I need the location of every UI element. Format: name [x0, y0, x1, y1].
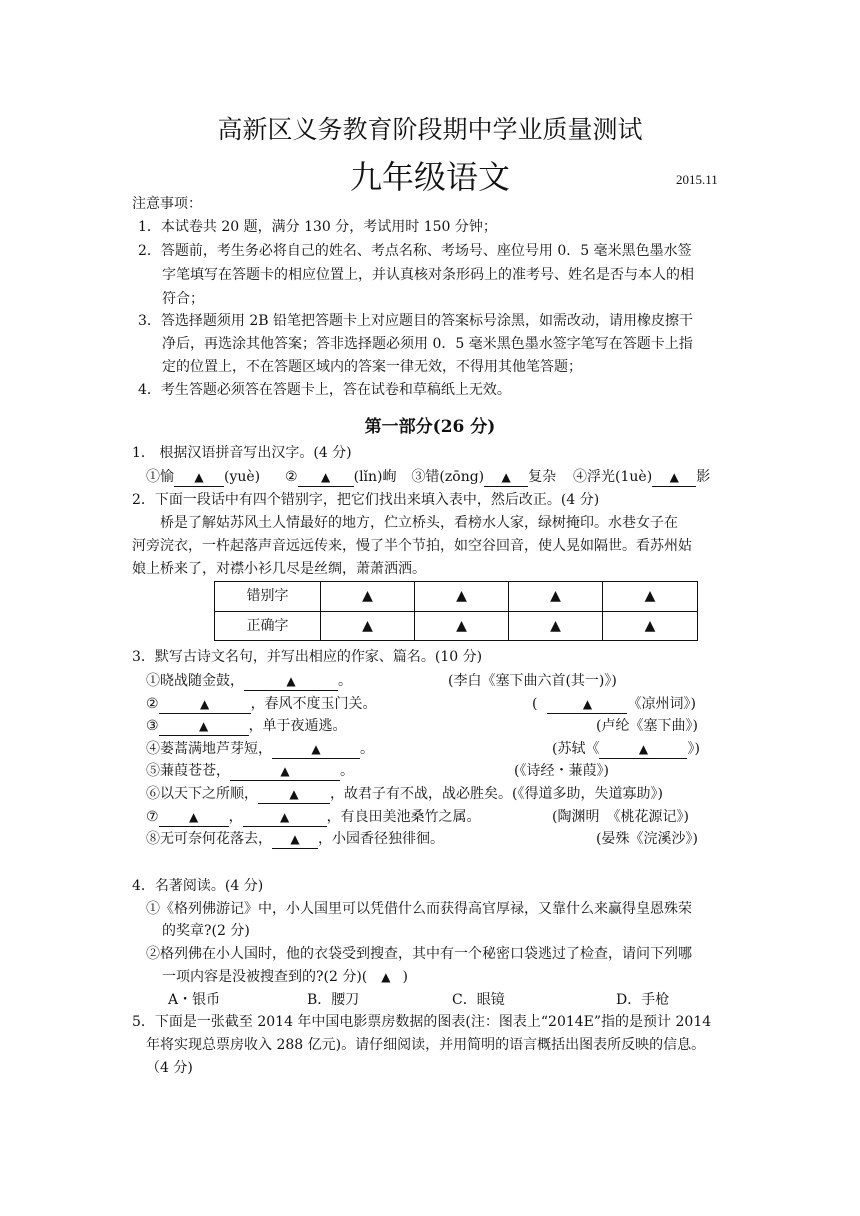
- poem-line-5: [146, 760, 354, 782]
- answer-marker: ▲: [644, 618, 656, 634]
- answer-blank: [484, 468, 528, 487]
- answer-marker: ▲: [280, 764, 290, 778]
- notice-item-3-line-2: 净后，再选涂其他答案；答非选择题必须用 0．5 毫米黑色墨水签字笔写在答题卡上指: [162, 336, 693, 352]
- poem-source-5: (《诗经・蒹葭》): [514, 763, 609, 779]
- q1-item-3-suffix: 复杂: [528, 469, 557, 485]
- q1-item-4-text: ④浮光(1uè): [573, 469, 653, 485]
- notice-heading: 注意事项：: [132, 196, 202, 212]
- q1-item-1-pinyin: (yuè): [224, 469, 261, 485]
- q1-item-4-suffix: 影: [696, 469, 711, 485]
- answer-marker: ▲: [198, 719, 209, 733]
- poem-text: ⑤蒹葭苍苍，: [146, 763, 230, 779]
- answer-blank: [258, 785, 330, 804]
- question-2-passage-line-3: 娘上桥来了，对襟小衫几尽是丝绸，萧萧洒洒。: [132, 561, 426, 577]
- q1-item-2-pinyin: (lǐn)峋: [353, 469, 397, 485]
- question-4-stem: 4．名著阅读。(4 分): [132, 878, 264, 894]
- answer-blank: [547, 695, 627, 714]
- notice-item-2-line-3: 符合；: [162, 291, 204, 307]
- poem-source-1: (李白《塞下曲六首(其一)》): [448, 673, 617, 689]
- poem-text: ③: [146, 718, 159, 734]
- question-4-sub-2-line-2: [162, 966, 408, 988]
- exam-title: 高新区义务教育阶段期中学业质量测试: [217, 115, 643, 144]
- answer-marker: ▲: [550, 588, 561, 604]
- notice-item-3-line-1: 3．答选择题须用 2B 铅笔把答题卡上对应题目的答案标号涂黑，如需改动，请用橡皮擦干: [138, 313, 694, 329]
- poem-line-4: [146, 738, 374, 760]
- option-a: A・银币: [168, 992, 221, 1008]
- table-row: [215, 612, 697, 641]
- question-4-sub-1-line-1: ①《格列佛游记》中，小人国里可以凭借什么而获得高官厚禄，又靠什么来赢得皇恩殊荣: [146, 901, 692, 917]
- option-b: B．腰刀: [307, 992, 360, 1008]
- poem-source-3: (卢纶《塞下曲》): [596, 718, 698, 734]
- table-header-wrong-char: 错别字: [246, 588, 289, 604]
- poem-text: 。: [360, 741, 374, 757]
- poem-text: ，有良田美池桑竹之属。: [326, 809, 481, 825]
- answer-blank: [174, 468, 224, 487]
- poem-text: ⑦: [146, 809, 159, 825]
- poem-text: 。: [338, 673, 352, 689]
- answer-blank: [599, 740, 687, 759]
- poem-line-1: [146, 670, 352, 692]
- poem-line-8: [146, 828, 444, 850]
- answer-marker: ▲: [456, 618, 467, 634]
- notice-item-4: 4．考生答题必须答在答题卡上，答在试卷和草稿纸上无效。: [138, 382, 511, 398]
- poem-source-text: (: [532, 696, 538, 712]
- question-5-line-3: （4 分): [146, 1060, 193, 1076]
- poem-text: 。: [340, 763, 354, 779]
- answer-marker: ▲: [582, 697, 593, 711]
- notice-item-2-line-1: 2．答题前，考生务必将自己的姓名、考点名称、考场号、座位号用 0．5 毫米黑色墨水签: [138, 243, 692, 259]
- answer-marker: ▲: [550, 618, 561, 634]
- q1-item-1-text: ①愉: [146, 469, 174, 485]
- question-2-passage-line-1: 桥是了解姑苏风土人情最好的地方，伫立桥头，看榜水人家，绿树掩印。水巷女子在: [160, 515, 678, 531]
- question-4-sub-1-line-2: 的奖章?(2 分): [162, 923, 250, 939]
- poem-text: ，: [228, 809, 243, 825]
- table-row: [215, 582, 697, 612]
- poem-text: ①晓战随金鼓，: [146, 673, 244, 689]
- answer-blank: [272, 740, 360, 759]
- poem-text: ②: [146, 696, 159, 712]
- poem-source-2: [532, 693, 696, 715]
- poem-source-4: [552, 738, 700, 760]
- poem-text: ，故君子有不战，战必胜矣。(《得道多助，失道寡助》): [330, 786, 663, 802]
- question-2-passage-line-2: 河旁浣衣，一杵起落声音远远传来，慢了半个节拍，如空谷回音，使人晃如隔世。看苏州姑: [132, 538, 692, 554]
- option-d: D．手枪: [616, 992, 670, 1008]
- correction-table: [214, 581, 698, 641]
- poem-line-7: [146, 806, 481, 828]
- answer-blank: [159, 695, 251, 714]
- answer-blank: [159, 717, 249, 736]
- answer-marker: ▲: [501, 470, 511, 484]
- notice-item-3-line-3: 定的位置上，不在答题区域内的答案一律无效，不得用其他笔答题；: [162, 359, 582, 375]
- answer-marker: ▲: [286, 674, 296, 688]
- answer-marker: ▲: [669, 470, 679, 484]
- question-4-sub-2-line-1: ②格列佛在小人国时，他的衣袋受到搜查，其中有一个秘密口袋逃过了检查，请问下列哪: [146, 946, 692, 962]
- poem-source-7: (陶渊明 《桃花源记》): [552, 809, 689, 825]
- answer-marker: ▲: [279, 810, 290, 824]
- poem-text: ，小园香径独徘徊。: [318, 831, 444, 847]
- answer-marker: ▲: [194, 470, 204, 484]
- poem-text: ，春风不度玉门关。: [250, 696, 377, 712]
- q1-item-2-text: ②: [285, 469, 298, 485]
- answer-blank: [298, 468, 354, 487]
- answer-marker: ▲: [381, 970, 391, 984]
- question-5-line-1: 5．下面是一张截至 2014 年中国电影票房数据的图表(注：图表上“2014E”指的是预计 2014: [132, 1014, 712, 1030]
- notice-item-2-line-2: 字笔填写在答题卡的相应位置上，并认真核对条形码上的准考号、姓名是否与本人的相: [162, 267, 694, 283]
- exam-date: 2015.11: [676, 172, 718, 187]
- question-text: ): [402, 969, 408, 985]
- question-1-stem: 1． 根据汉语拼音写出汉字。(4 分): [132, 445, 352, 461]
- answer-marker: ▲: [362, 618, 373, 634]
- poem-source-text: (苏轼《: [552, 741, 600, 757]
- answer-blank: [652, 468, 696, 487]
- answer-marker: ▲: [290, 832, 300, 846]
- answer-blank: [244, 672, 338, 691]
- answer-blank: [230, 762, 340, 781]
- option-c: C．眼镜: [452, 992, 505, 1008]
- answer-blank: [243, 808, 327, 827]
- poem-source-text: 《凉州词》): [627, 696, 696, 712]
- answer-blank: [272, 830, 318, 849]
- poem-text: ，单于夜遁逃。: [248, 718, 347, 734]
- poem-source-text: 》): [687, 741, 700, 757]
- table-header-correct-char: 正确字: [246, 618, 289, 634]
- answer-marker: ▲: [289, 787, 299, 801]
- poem-line-2: [146, 693, 377, 715]
- notice-item-1: 1．本试卷共 20 题，满分 130 分，考试用时 150 分钟；: [138, 219, 497, 235]
- question-3-stem: 3．默写古诗文名句，并写出相应的作家、篇名。(10 分): [132, 649, 483, 665]
- poem-text: ⑥以天下之所顺，: [146, 786, 258, 802]
- poem-line-3: [146, 715, 347, 737]
- answer-blank: [159, 808, 229, 827]
- answer-marker: ▲: [362, 588, 373, 604]
- answer-marker: ▲: [188, 810, 199, 824]
- poem-text: ④蒌蒿满地芦芽短，: [146, 741, 272, 757]
- answer-marker: ▲: [320, 470, 331, 484]
- question-2-stem: 2．下面一段话中有四个错别字，把它们找出来填入表中，然后改正。(4 分): [132, 492, 600, 508]
- poem-source-8: (晏殊《浣溪沙》): [596, 831, 698, 847]
- question-1-items: [146, 466, 710, 488]
- answer-marker: ▲: [638, 742, 649, 756]
- answer-marker: ▲: [456, 588, 467, 604]
- question-5-line-2: 年将实现总票房收入 288 亿元)。请仔细阅读，并用简明的语言概括出图表所反映的信息。: [146, 1037, 706, 1053]
- answer-marker: ▲: [199, 697, 210, 711]
- question-text: 一项内容是没被搜查到的?(2 分)(: [162, 969, 368, 985]
- answer-marker: ▲: [644, 588, 656, 604]
- section-title: 第一部分(26 分): [364, 417, 496, 437]
- answer-marker: ▲: [311, 742, 321, 756]
- poem-line-6: [146, 783, 663, 805]
- exam-subtitle: 九年级语文: [349, 158, 510, 196]
- q1-item-3-text: ③错(zōng): [411, 469, 485, 485]
- poem-text: ⑧无可奈何花落去，: [146, 831, 272, 847]
